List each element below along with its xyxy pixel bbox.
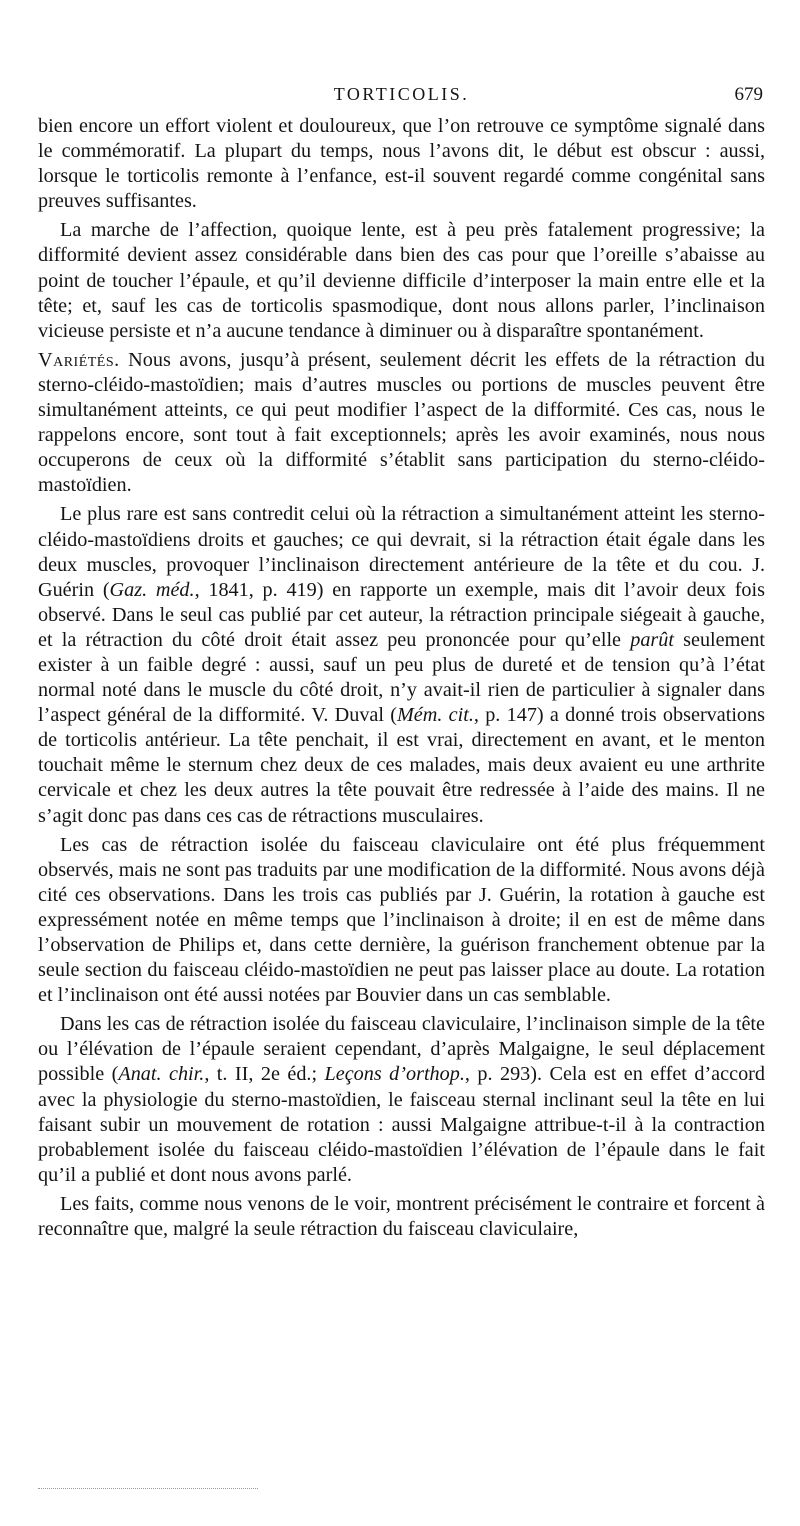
page-header xyxy=(38,82,765,108)
paragraph-7: Les faits, comme nous venons de le voir, montrent précisément le contraire et forcent à reconnaître que, malgré la seule rétraction du faisceau claviculaire, xyxy=(38,1192,765,1241)
paragraph-6: Dans les cas de rétraction isolée du faisceau claviculaire, l’inclinaison simple de la tête ou l’élévation de l’épaule seraient cependant, d’après Malgaigne, le seul déplacement possible (Anat. chir., t. II, 2e éd.; Leçons d’orthop., p. 293). Cela est en effet d’accord avec la physiologie du sterno-mastoïdien, le faisceau sternal inclinant seul la tête en lui faisant subir un mouvement de rotation : aussi Malgaigne attribue-t-il à la contraction probablement isolée du faisceau cléido-mastoïdien l’élévation de l’épaule dans le fait qu’il a publié et dont nous avons parlé. xyxy=(38,1013,765,1186)
paragraph-3: Variétés. Nous avons, jusqu’à présent, seulement décrit les effets de la rétraction du sterno-cléido-mastoïdien; mais d’autres muscles ou portions de muscles peuvent être simultanément atteints, ce qui peut modifier l’aspect de la difformité. Ces cas, nous le rappelons encore, sont tout à fait exceptionnels; après les avoir examinés, nous nous occuperons de ceux où la difformité s’établit sans participation du sterno-cléido-mastoïdien. xyxy=(38,348,765,497)
citation: Leçons d’orthop. xyxy=(324,1063,465,1086)
section-heading-varietes: Variétés. xyxy=(38,348,120,371)
paragraph-1: bien encore un effort violent et douloureux, que l’on retrouve ce symptôme signalé dans le commémoratif. La plupart du temps, nous l’avons dit, le début est obscur : aussi, lorsque le torticolis remonte à l’enfance, est-il souvent regardé comme congénital sans preuves suffisantes. xyxy=(38,115,765,213)
citation: Mém. cit. xyxy=(396,704,474,727)
footer-dotted-rule xyxy=(38,1488,258,1489)
citation: Anat. chir. xyxy=(118,1063,205,1086)
paragraph-5: Les cas de rétraction isolée du faisceau claviculaire ont été plus fréquemment observés, mais ne sont pas traduits par une modification de la difformité. Nous avons déjà cité ces observations. Dans les trois cas publiés par J. Guérin, la rotation à gauche est expressément notée en même temps que l’inclinaison à droite; il en est de même dans l’observation de Philips et, dans cette dernière, la guérison franchement obtenue par la seule section du faisceau cléido-mastoïdien ne peut pas laisser place au doute. La rotation et l’inclinaison ont été aussi notées par Bouvier dans un cas semblable. xyxy=(38,833,765,1007)
running-title: TORTICOLIS. xyxy=(333,84,470,104)
body-text xyxy=(38,114,765,1246)
emphasis: parût xyxy=(630,628,674,651)
citation: Gaz. méd. xyxy=(109,578,195,601)
page-number: 679 xyxy=(734,84,763,105)
paragraph-2: La marche de l’affection, quoique lente, est à peu près fatalement progressive; la difformité devient assez considérable dans bien des cas pour que l’oreille s’abaisse au point de toucher l’épaule, et qu’il devienne difficile d’interposer la main entre elle et la tête; et, sauf les cas de torticolis spasmodique, dont nous allons parler, l’inclinaison vicieuse persiste et n’a aucune tendance à diminuer ou à disparaître spontanément. xyxy=(38,219,765,342)
paragraph-4: Le plus rare est sans contredit celui où la rétraction a simultanément atteint les sterno-cléido-mastoïdiens droits et gauches; ce qui devrait, si la rétraction était égale dans les deux muscles, provoquer l’inclinaison directement antérieure de la tête et du cou. J. Guérin (Gaz. méd., 1841, p. 419) en rapporte un exemple, mais dit l’avoir deux fois observé. Dans le seul cas publié par cet auteur, la rétraction principale siégeait à gauche, et la rétraction du côté droit était assez peu prononcée pour qu’elle parût seulement exister à un faible degré : aussi, sauf un peu plus de dureté et de tension qu’à l’état normal noté dans le muscle du côté droit, n’y avait-il rien de particulier à signaler dans l’aspect général de la difformité. V. Duval (Mém. cit., p. 147) a donné trois observations de torticolis antérieur. La tête penchait, il est vrai, directement en avant, et le menton touchait même le sternum chez deux de ces malades, mais deux avaient eu une arthrite cervicale et chez les deux autres la tête pouvait être redressée à l’aide des mains. Il ne s’agit donc pas dans ces cas de rétractions musculaires. xyxy=(38,503,765,827)
